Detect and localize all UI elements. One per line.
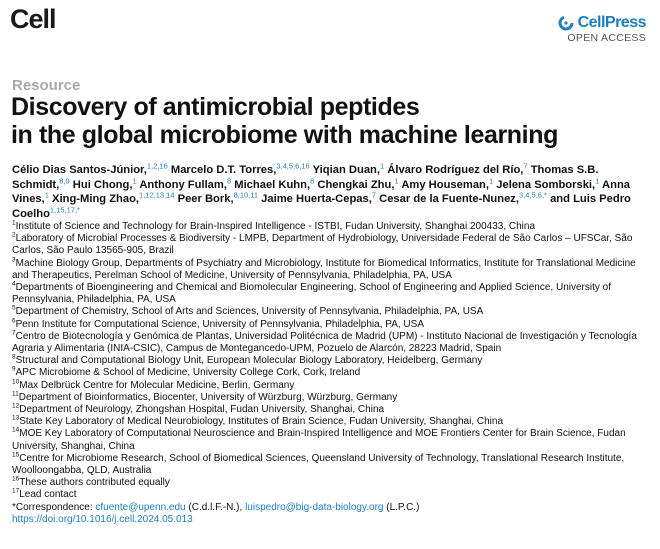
author-affiliation-marker: 7	[371, 190, 377, 200]
author-affiliation-marker: 8	[310, 175, 315, 185]
author-affiliation-marker: 8,10,11	[233, 190, 259, 200]
author[interactable]: Hui Chong,	[72, 178, 133, 191]
author[interactable]: and Luis Pedro Coelho	[12, 193, 631, 221]
affiliation	[12, 233, 652, 257]
author-affiliation-marker: 1,12,13,14	[139, 190, 175, 200]
author[interactable]: Marcelo D.T. Torres,	[170, 164, 277, 176]
affiliation-list	[12, 221, 652, 526]
affiliation	[12, 380, 652, 392]
affiliation	[12, 489, 652, 501]
affiliation	[12, 355, 652, 367]
affiliation-number: 17	[12, 488, 20, 496]
author[interactable]: Jaime Huerta-Cepas,	[261, 193, 372, 206]
author-affiliation-marker: 1	[489, 175, 494, 185]
author[interactable]: Thomas S.B. Schmidt,	[12, 164, 599, 191]
affiliation	[12, 258, 652, 282]
affiliation	[12, 453, 652, 477]
affiliation	[12, 282, 652, 306]
doi-line	[12, 514, 652, 526]
article-type: Resource	[12, 77, 81, 94]
affiliation-number: 15	[12, 451, 20, 459]
affiliation-text: Penn Institute for Computational Science, University of Pennsylvania, Philadelphia, PA, USA	[15, 318, 424, 330]
affiliation-number: 2	[12, 231, 16, 239]
author-affiliation-marker: 1,15,17,*	[49, 205, 80, 215]
author[interactable]: Álvaro Rodríguez del Río,	[387, 164, 524, 176]
author[interactable]: Jelena Somborski,	[496, 178, 596, 191]
author-affiliation-marker: 1	[44, 190, 49, 200]
affiliation-number: 7	[12, 329, 16, 337]
author[interactable]: Cesar de la Fuente-Nunez,	[379, 193, 520, 206]
affiliation-text: Max Delbrück Centre for Molecular Medicine, Berlin, Germany	[19, 379, 295, 391]
author[interactable]: Anna Vines,	[12, 178, 630, 206]
affiliation-text: Departments of Bioengineering and Chemical and Biomolecular Engineering, School of Engineering and Applied Science, University of Pennsylvania, Philadelphia, PA, USA	[12, 282, 611, 306]
correspondence: *Correspondence: cfuente@upenn.edu (C.d.l.F.-N.), luispedro@big-data-biology.org (L.P.C.)	[12, 501, 420, 513]
affiliation-text: Centre for Microbiome Research, School of Biomedical Sciences, Queensland University of Technology, Translational Research Institute, Woolloongabba, QLD, Australia	[12, 452, 625, 477]
author-affiliation-marker: 1	[132, 175, 137, 185]
author-affiliation-marker: 1,2,16	[146, 161, 168, 171]
affiliation-text: These authors contributed equally	[19, 477, 170, 489]
affiliation-text: MOE Key Laboratory of Computational Neuroscience and Brain-Inspired Intelligence and MOE Frontiers Center for Brain Science, Fudan University, Shanghai, China	[12, 428, 626, 452]
cellpress-icon	[558, 15, 574, 31]
author-list	[12, 163, 652, 222]
article-title	[11, 93, 651, 149]
affiliation-number: 14	[12, 427, 20, 435]
title-line-2: in the global microbiome with machine learning	[11, 121, 558, 149]
author-affiliation-marker: 1	[379, 161, 385, 171]
email-link-2[interactable]: luispedro@big-data-biology.org	[245, 501, 384, 513]
affiliation-number: 4	[12, 280, 16, 288]
publisher-logo	[558, 14, 646, 44]
doi-link[interactable]: https://doi.org/10.1016/j.cell.2024.05.013	[12, 513, 193, 525]
affiliation-number: 5	[12, 305, 16, 313]
author-affiliation-marker: 3,4,5,6,16	[276, 161, 310, 171]
affiliation-text: Structural and Computational Biology Unit, European Molecular Biology Laboratory, Heidelberg, Germany	[15, 355, 483, 367]
affiliation-number: 9	[12, 366, 16, 374]
affiliation-text: Lead contact	[19, 489, 77, 501]
affiliation	[12, 392, 652, 404]
email-link-1[interactable]: cfuente@upenn.edu	[95, 501, 186, 513]
affiliation-number: 3	[12, 256, 16, 264]
affiliation	[12, 404, 652, 416]
affiliation	[12, 416, 652, 428]
affiliation	[12, 367, 652, 379]
affiliation	[12, 221, 652, 233]
affiliation	[12, 477, 652, 489]
author[interactable]: Yiqian Duan,	[312, 164, 380, 176]
affiliation-text: Department of Chemistry, School of Arts and Sciences, University of Pennsylvania, Philadelphia, PA, USA	[15, 306, 484, 318]
affiliation-text: APC Microbiome & School of Medicine, University College Cork, Cork, Ireland	[15, 367, 361, 379]
affiliation-number: 11	[12, 390, 19, 398]
author[interactable]: Chengkai Zhu,	[317, 178, 395, 191]
affiliation-text: Department of Bioinformatics, Biocenter, University of Würzburg, Würzburg, Germany	[18, 391, 398, 403]
affiliation	[12, 319, 652, 331]
author-affiliation-marker: 1	[595, 175, 600, 185]
affiliation-text: Laboratory of Microbial Processes & Biodiversity - LMPB, Department of Hydrobiology, Universidade Federal de São Carlos – UFSCar, São Carlos, São Paulo 13565-905, Brazil	[12, 233, 633, 257]
author[interactable]: Michael Kuhn,	[234, 178, 311, 191]
open-access-label: OPEN ACCESS	[567, 32, 646, 44]
affiliation-text: Machine Biology Group, Departments of Psychiatry and Microbiology, Institute for Biomedical Informatics, Institute for Translational Medicine and Therapeutics, Perelman School of Medicine, University of Pennsylvania, Philadelphia, PA, USA	[12, 257, 636, 281]
author[interactable]: Célio Dias Santos-Júnior,	[12, 164, 147, 176]
affiliation-number: 12	[12, 402, 20, 410]
author-affiliation-marker: 8	[226, 175, 232, 185]
affiliation-number: 16	[12, 475, 20, 483]
author[interactable]: Amy Houseman,	[401, 178, 489, 191]
author-affiliation-marker: 8,9	[59, 175, 70, 185]
affiliation-text: Centro de Biotecnología y Genómica de Plantas, Universidad Politécnica de Madrid (UPM) - Instituto Nacional de Investigación y Tecnología Agraria y Alimentaria (INIA-CSIC), Campus de Montegancedo-UPM, Pozuelo de Alarcón, 28223 Madrid, Spain	[12, 330, 637, 355]
affiliation-number: 8	[12, 353, 16, 361]
affiliation-text: Department of Neurology, Zhongshan Hospital, Fudan University, Shanghai, China	[19, 404, 385, 416]
author-affiliation-marker: 7	[523, 161, 528, 171]
journal-logo: Cell	[10, 4, 56, 34]
affiliation-text: Institute of Science and Technology for Brain-Inspired Intelligence - ISTBI, Fudan University, Shanghai 200433, China	[15, 221, 535, 232]
affiliation	[12, 306, 652, 318]
affiliation-number: 13	[12, 414, 20, 422]
author-affiliation-marker: 3,4,5,6,*	[519, 190, 547, 200]
author[interactable]: Anthony Fullam,	[139, 178, 227, 191]
affiliation-number: 6	[12, 317, 16, 325]
title-line-1: Discovery of antimicrobial peptides	[11, 93, 420, 121]
publisher-name: CellPress	[577, 14, 646, 31]
affiliation-number: 10	[12, 378, 20, 386]
affiliation-number: 1	[12, 219, 16, 227]
author-affiliation-marker: 1	[394, 175, 399, 185]
affiliation-text: State Key Laboratory of Medical Neurobiology, Institutes of Brain Science, Fudan University, Shanghai, China	[19, 416, 504, 428]
author[interactable]: Peer Bork,	[177, 193, 234, 206]
author[interactable]: Xing-Ming Zhao,	[52, 193, 140, 206]
affiliation	[12, 331, 652, 355]
affiliation	[12, 428, 652, 452]
